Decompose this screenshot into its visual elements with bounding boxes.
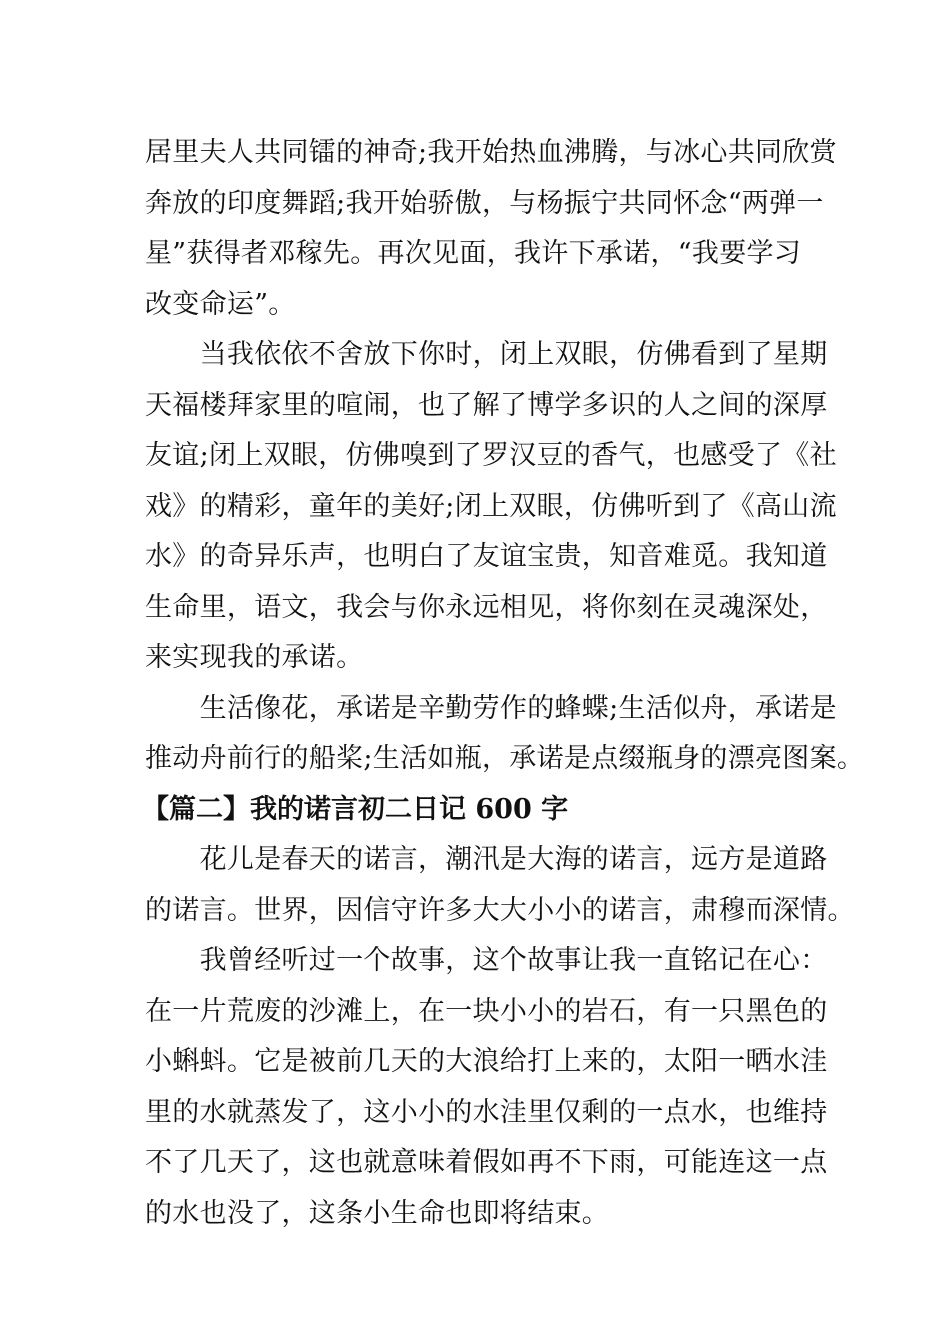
text-line: 的水也没了，这条小生命也即将结束。 <box>145 1197 610 1229</box>
text-line: 水》的奇异乐声，也明白了友谊宝贵，知音难觅。我知道 <box>145 541 828 572</box>
section-heading: 【篇二】我的诺言初二日记 600 字 <box>142 793 569 825</box>
text-line: 友谊;闭上双眼，仿佛嗅到了罗汉豆的香气，也感受了《社 <box>145 440 837 471</box>
paragraph-4 <box>145 835 855 936</box>
text-line: 天福楼拜家里的喧闹，也了解了博学多识的人之间的深厚 <box>145 389 828 421</box>
text-line: 生命里，语文，我会与你永远相见，将你刻在灵魂深处， <box>145 591 828 623</box>
text-line: 来实现我的承诺。 <box>145 642 364 673</box>
text-line: 生活像花，承诺是辛勤劳作的蜂蝶;生活似舟，承诺是 <box>145 692 837 724</box>
text-line: 改变命运”。 <box>145 288 296 320</box>
text-line: 当我依依不舍放下你时，闭上双眼，仿佛看到了星期 <box>145 339 828 370</box>
text-line: 小蝌蚪。它是被前几天的大浪给打上来的，太阳一晒水洼 <box>145 1046 828 1077</box>
text-line: 推动舟前行的船桨;生活如瓶，承诺是点缀瓶身的漂亮图案。 <box>145 743 865 774</box>
text-line: 居里夫人共同镭的神奇;我开始热血沸腾，与冰心共同欣赏 <box>145 137 837 168</box>
text-line: 星”获得者邓稼先。再次见面，我许下承诺，“我要学习 <box>145 238 802 269</box>
document-body <box>142 128 865 1239</box>
text-line: 在一片荒废的沙滩上，在一块小小的岩石，有一只黑色的 <box>145 995 828 1027</box>
paragraph-5 <box>145 936 828 1239</box>
text-line: 我曾经听过一个故事，这个故事让我一直铭记在心： <box>145 945 828 976</box>
text-line: 里的水就蒸发了，这小小的水洼里仅剩的一点水，也维持 <box>145 1096 828 1128</box>
paragraph-1 <box>145 128 837 330</box>
paragraph-2 <box>145 330 837 684</box>
text-line: 不了几天了，这也就意味着假如再不下雨，可能连这一点 <box>145 1147 828 1178</box>
paragraph-3 <box>145 684 865 785</box>
text-line: 花儿是春天的诺言，潮汛是大海的诺言，远方是道路 <box>145 844 828 875</box>
text-line: 戏》的精彩，童年的美好;闭上双眼，仿佛听到了《高山流 <box>145 490 837 522</box>
text-line: 奔放的印度舞蹈;我开始骄傲，与杨振宁共同怀念“两弹一 <box>145 187 824 219</box>
text-line: 的诺言。世界，因信守许多大大小小的诺言，肃穆而深情。 <box>145 894 855 926</box>
